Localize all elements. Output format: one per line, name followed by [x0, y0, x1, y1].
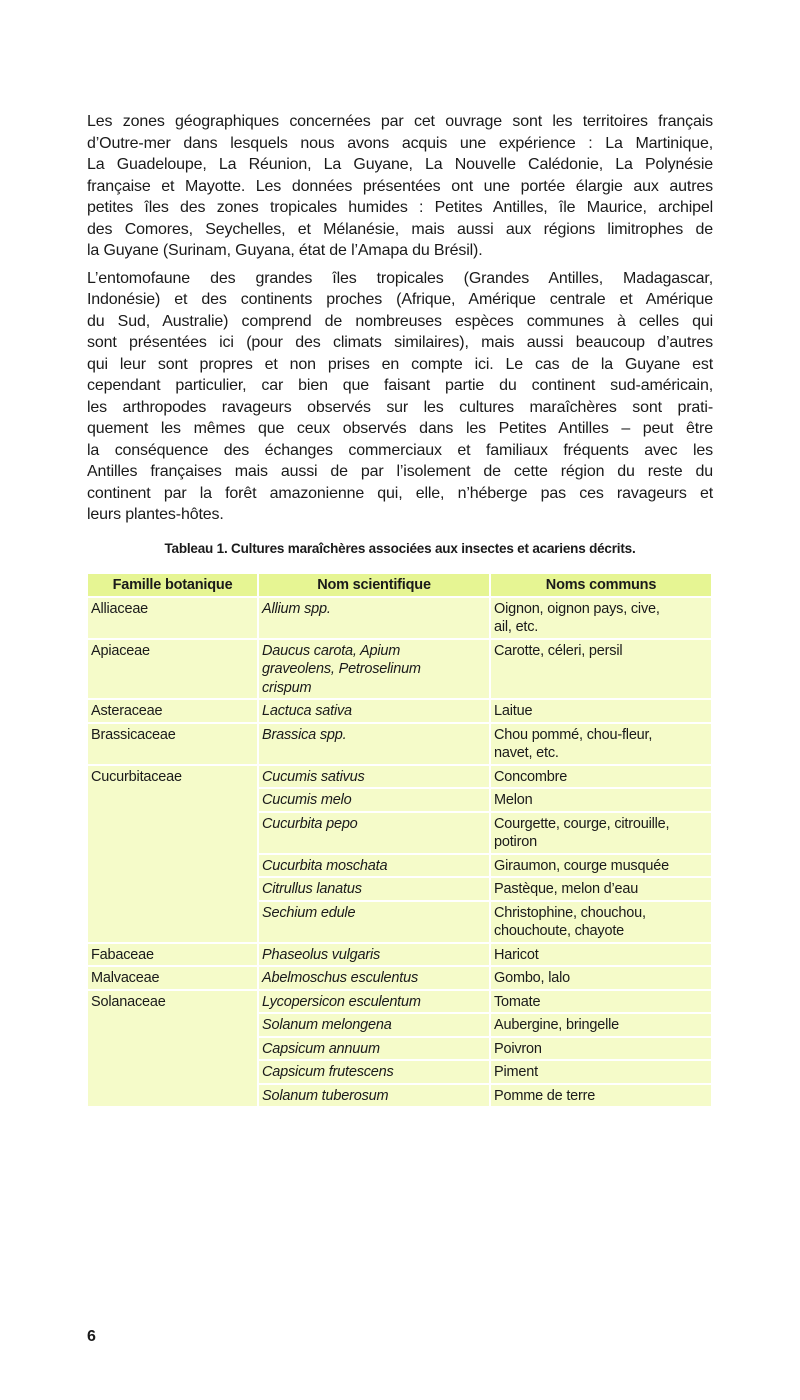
scientific-name-cell: Lycopersicon esculentum	[258, 990, 490, 1014]
text-line: française et Mayotte. Les données présentées ont une portée élargie aux autres	[87, 177, 713, 195]
text-line: la Guyane (Surinam, Guyana, état de l’Amapa du Brésil).	[87, 242, 483, 259]
scientific-name-cell: Cucurbita moschata	[258, 854, 490, 878]
text-line: d’Outre-mer dans lesquels nous avons acquis une expérience : La Martinique,	[87, 134, 713, 152]
text-line: qui leur sont propres et non prises en compte ici. Le cas de la Guyane est	[87, 355, 713, 373]
scientific-name-cell: Capsicum frutescens	[258, 1060, 490, 1084]
scientific-name-cell: Daucus carota, Apium graveolens, Petroselinum crispum	[258, 639, 490, 700]
text-line: quement les mêmes que ceux observés dans les Petites Antilles – peut être	[87, 420, 713, 437]
common-names-cell: Laitue	[490, 699, 712, 723]
text-line: Les zones géographiques concernées par cet ouvrage sont les territoires français	[87, 113, 713, 130]
scientific-name-cell: Brassica spp.	[258, 723, 490, 765]
text-line: sont présentées ici (pour des climats similaires), mais aussi beaucoup d’autres	[87, 334, 713, 351]
table-row	[87, 639, 712, 700]
family-cell: Cucurbitaceae	[87, 765, 258, 943]
scientific-name-cell: Lactuca sativa	[258, 699, 490, 723]
common-names-cell: Haricot	[490, 943, 712, 967]
table-row	[87, 597, 712, 639]
text-line: des Comores, Seychelles, et Mélanésie, mais aussi aux régions limitrophes de	[87, 220, 713, 238]
table-row	[87, 723, 712, 765]
page-number: 6	[87, 1328, 96, 1345]
common-names-cell: Courgette, courge, citrouille, potiron	[490, 812, 712, 854]
common-names-cell: Poivron	[490, 1037, 712, 1061]
header-scientific-name: Nom scientifique	[258, 573, 490, 597]
family-cell: Solanaceae	[87, 990, 258, 1108]
table-header-row	[87, 573, 712, 597]
scientific-name-cell: Phaseolus vulgaris	[258, 943, 490, 967]
scientific-name-cell: Abelmoschus esculentus	[258, 966, 490, 990]
scientific-name-cell: Capsicum annuum	[258, 1037, 490, 1061]
common-names-cell: Concombre	[490, 765, 712, 789]
text-line: les arthropodes ravageurs observés sur les cultures maraîchères sont prati-	[87, 398, 713, 416]
scientific-name-cell: Solanum tuberosum	[258, 1084, 490, 1108]
body-text	[87, 111, 713, 532]
header-common-names: Noms communs	[490, 573, 712, 597]
text-line: du Sud, Australie) comprend de nombreuses espèces communes à celles qui	[87, 312, 713, 330]
family-cell: Apiaceae	[87, 639, 258, 700]
common-names-cell: Carotte, céleri, persil	[490, 639, 712, 700]
paragraph	[87, 268, 713, 526]
common-names-cell: Gombo, lalo	[490, 966, 712, 990]
family-cell: Brassicaceae	[87, 723, 258, 765]
table-caption: Tableau 1. Cultures maraîchères associées aux insectes et acariens décrits.	[164, 541, 636, 556]
text-line: cependant particulier, car bien que faisant partie du continent sud-américain,	[87, 377, 713, 394]
scientific-name-cell: Sechium edule	[258, 901, 490, 943]
common-names-cell: Tomate	[490, 990, 712, 1014]
common-names-cell: Melon	[490, 788, 712, 812]
common-names-cell: Giraumon, courge musquée	[490, 854, 712, 878]
text-line: L’entomofaune des grandes îles tropicales (Grandes Antilles, Madagascar,	[87, 269, 713, 287]
text-line: Antilles françaises mais aussi de par l’isolement de cette région du reste du	[87, 463, 713, 480]
family-cell: Asteraceae	[87, 699, 258, 723]
scientific-name-cell: Cucurbita pepo	[258, 812, 490, 854]
text-line: petites îles des zones tropicales humides : Petites Antilles, île Maurice, archipel	[87, 199, 713, 216]
common-names-cell: Pomme de terre	[490, 1084, 712, 1108]
table-row	[87, 990, 712, 1014]
scientific-name-cell: Allium spp.	[258, 597, 490, 639]
paragraph	[87, 111, 713, 262]
header-family: Famille botanique	[87, 573, 258, 597]
common-names-cell: Chou pommé, chou-fleur, navet, etc.	[490, 723, 712, 765]
scientific-name-cell: Citrullus lanatus	[258, 877, 490, 901]
text-line: la conséquence des échanges commerciaux et familiaux fréquents avec les	[87, 441, 713, 459]
crops-table	[86, 572, 713, 1108]
text-line: continent par la forêt amazonienne qui, elle, n’héberge pas ces ravageurs et	[87, 484, 713, 502]
common-names-cell: Christophine, chouchou, chouchoute, chayote	[490, 901, 712, 943]
table-row	[87, 699, 712, 723]
common-names-cell: Oignon, oignon pays, cive, ail, etc.	[490, 597, 712, 639]
common-names-cell: Piment	[490, 1060, 712, 1084]
common-names-cell: Pastèque, melon d’eau	[490, 877, 712, 901]
text-line: leurs plantes-hôtes.	[87, 506, 224, 523]
family-cell: Malvaceae	[87, 966, 258, 990]
table-row	[87, 765, 712, 789]
table-row	[87, 943, 712, 967]
family-cell: Alliaceae	[87, 597, 258, 639]
scientific-name-cell: Cucumis melo	[258, 788, 490, 812]
family-cell: Fabaceae	[87, 943, 258, 967]
text-line: Indonésie) et des continents proches (Afrique, Amérique centrale et Amérique	[87, 291, 713, 308]
scientific-name-cell: Cucumis sativus	[258, 765, 490, 789]
table-row	[87, 966, 712, 990]
text-line: La Guadeloupe, La Réunion, La Guyane, La Nouvelle Calédonie, La Polynésie	[87, 156, 713, 173]
scientific-name-cell: Solanum melongena	[258, 1013, 490, 1037]
common-names-cell: Aubergine, bringelle	[490, 1013, 712, 1037]
